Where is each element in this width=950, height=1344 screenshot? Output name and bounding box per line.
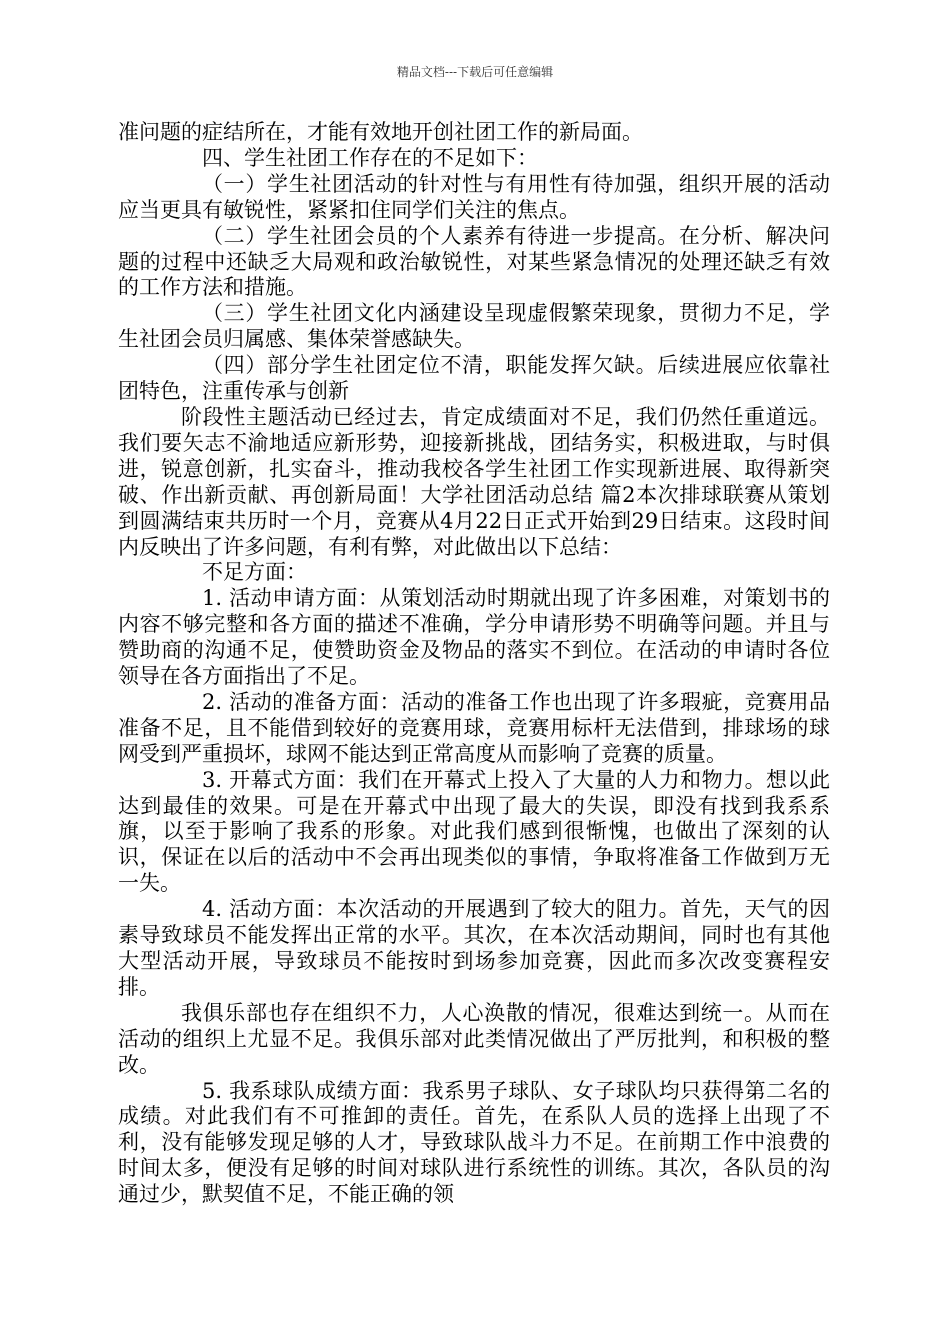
list-item: 1. 活动申请方面：从策划活动时期就出现了许多困难，对策划书的内容不够完整和各方面的描述不准确，学分申请形势不明确等问题。并且与赞助商的沟通不足，使赞助资金及物品的落实不到位。在活动的申请时各位领导在各方面指出了不足。 <box>118 586 830 689</box>
paragraph: （三）学生社团文化内涵建设呈现虚假繁荣现象，贯彻力不足，学生社团会员归属感、集体荣誉感缺失。 <box>118 301 830 352</box>
list-item: 2. 活动的准备方面：活动的准备工作也出现了许多瑕疵，竞赛用品准备不足，且不能借到较好的竞赛用球，竞赛用标杆无法借到，排球场的球网受到严重损坏，球网不能达到正常高度从而影响了竞赛的质量。 <box>118 689 830 766</box>
page-header: 精品文档---下载后可任意编辑 <box>396 65 554 79</box>
paragraph: （一）学生社团活动的针对性与有用性有待加强，组织开展的活动应当更具有敏锐性，紧紧扣住同学们关注的焦点。 <box>118 171 830 222</box>
list-item: 3. 开幕式方面：我们在开幕式上投入了大量的人力和物力。想以此达到最佳的效果。可是在开幕式中出现了最大的失误，即没有找到我系系旗，以至于影响了我系的形象。对此我们感到很惭愧，也做出了深刻的认识，保证在以后的活动中不会再出现类似的事情，争取将准备工作做到万无一失。 <box>118 767 830 896</box>
paragraph: 阶段性主题活动已经过去，肯定成绩面对不足，我们仍然任重道远。我们要矢志不渝地适应新形势，迎接新挑战，团结务实，积极进取，与时俱进，锐意创新，扎实奋斗，推动我校各学生社团工作实现新进展、取得新突破、作出新贡献、再创新局面！大学社团活动总结 篇2本次排球联赛从策划到圆满结束共历时一个月，竞赛从4月22日正式开始到29日结束。这段时间内反映出了许多问题，有利有弊，对此做出以下总结： <box>118 404 830 559</box>
document-body <box>118 120 830 1208</box>
paragraph: （二）学生社团会员的个人素养有待进一步提高。在分析、解决问题的过程中还缺乏大局观和政治敏锐性，对某些紧急情况的处理还缺乏有效的工作方法和措施。 <box>118 223 830 300</box>
section-heading: 不足方面： <box>202 560 307 585</box>
section-heading: 四、学生社团工作存在的不足如下： <box>202 145 538 170</box>
paragraph: 准问题的症结所在，才能有效地开创社团工作的新局面。 <box>118 120 643 144</box>
paragraph: 我俱乐部也存在组织不力，人心涣散的情况，很难达到统一。从而在活动的组织上尤显不足。我俱乐部对此类情况做出了严厉批判，和积极的整改。 <box>118 1000 830 1077</box>
list-item: 5. 我系球队成绩方面：我系男子球队、女子球队均只获得第二名的成绩。对此我们有不可推卸的责任。首先，在系队人员的选择上出现了不利，没有能够发现足够的人才，导致球队战斗力不足。在前期工作中浪费的时间太多，便没有足够的时间对球队进行系统性的训练。其次，各队员的沟通过少，默契值不足，不能正确的领 <box>118 1078 830 1207</box>
list-item: 4. 活动方面：本次活动的开展遇到了较大的阻力。首先，天气的因素导致球员不能发挥出正常的水平。其次，在本次活动期间，同时也有其他大型活动开展，导致球员不能按时到场参加竞赛，因此而多次改变赛程安排。 <box>118 897 830 999</box>
paragraph: （四）部分学生社团定位不清，职能发挥欠缺。后续进展应依靠社团特色，注重传承与创新 <box>118 353 830 404</box>
